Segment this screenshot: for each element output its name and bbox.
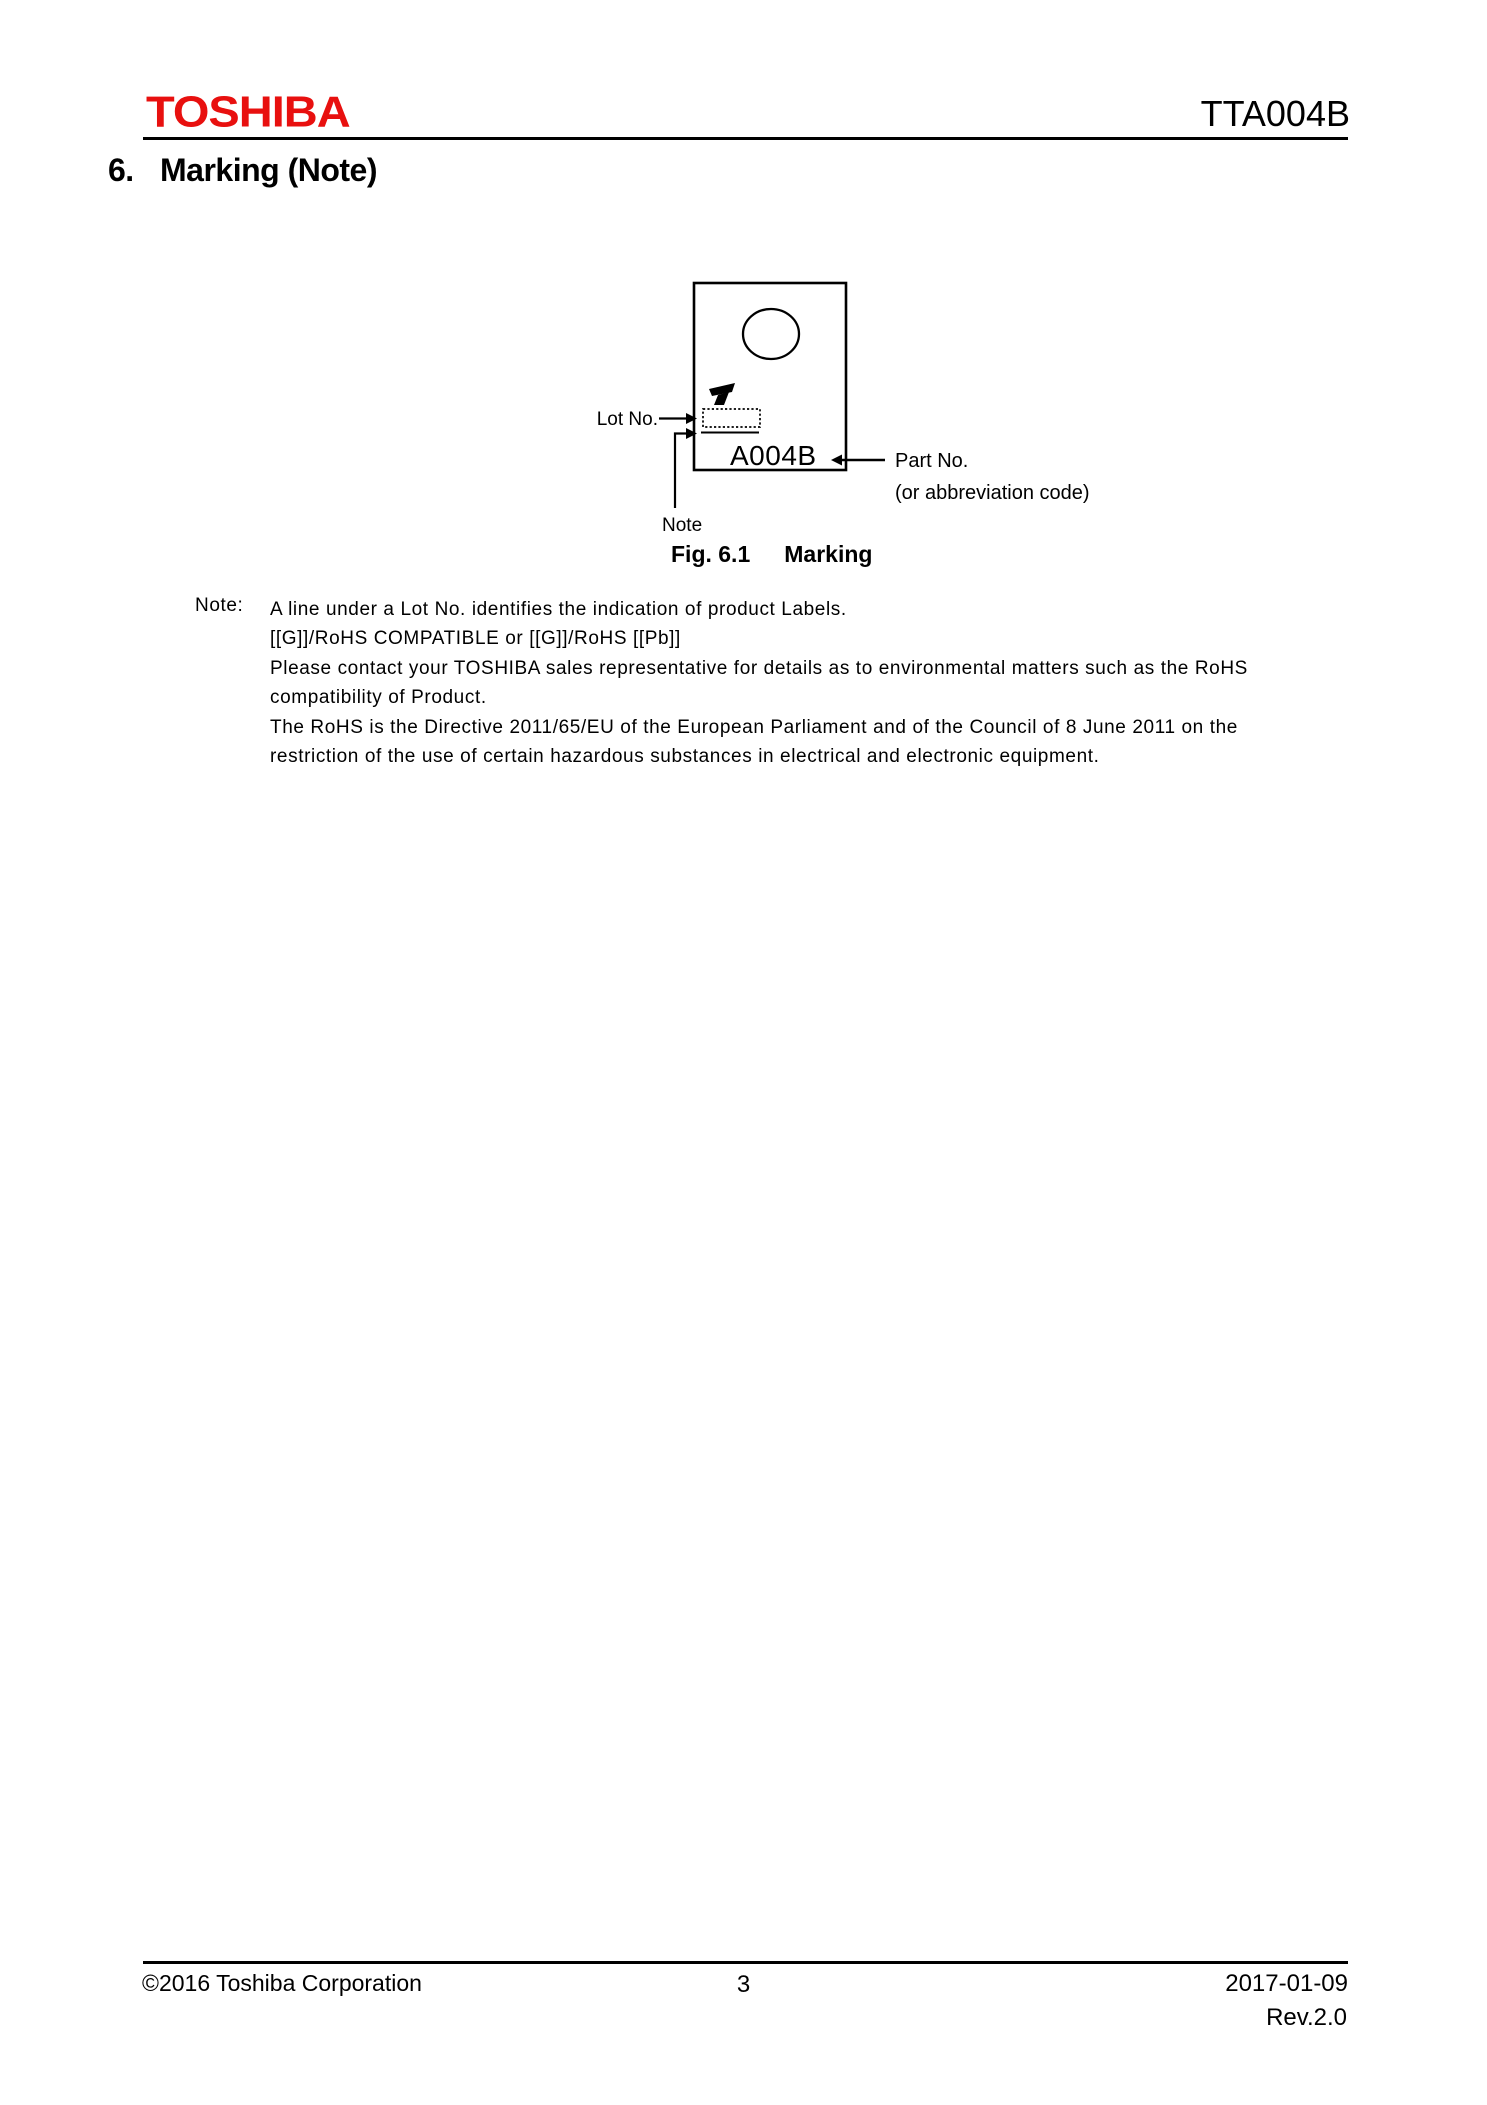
copyright-text: ©2016 Toshiba Corporation: [142, 1970, 422, 1996]
lot-no-box: [703, 409, 760, 427]
page-number: 3: [736, 1971, 751, 1998]
toshiba-logo: TOSHIBA: [146, 86, 350, 136]
note-line: Please contact your TOSHIBA sales representative for details as to environmental matters such as the RoHS: [270, 657, 1248, 679]
section-number: 6.: [108, 152, 134, 188]
note-line: A line under a Lot No. identifies the indication of product Labels.: [270, 599, 847, 620]
part-no-label: Part No.: [895, 450, 969, 472]
mounting-hole: [743, 309, 799, 359]
note-line: The RoHS is the Directive 2011/65/EU of the European Parliament and of the Council of 8 June 2011 on the: [270, 716, 1238, 738]
product-code: TTA004B: [1200, 93, 1350, 134]
lot-no-label: Lot No.: [596, 409, 658, 430]
figure-caption: [671, 541, 872, 568]
note-line: restriction of the use of certain hazardous substances in electrical and electronic equipment.: [270, 746, 1100, 768]
figure-caption-number: Fig. 6.1: [671, 541, 751, 567]
part-no-arrow: [831, 455, 885, 466]
part-no-sublabel: (or abbreviation code): [895, 482, 1090, 504]
note-text: [270, 595, 1400, 771]
note-label: Note:: [195, 595, 244, 616]
marking-figure: [540, 275, 1140, 585]
section-title: Marking (Note): [160, 152, 377, 188]
package-marking-text: A004B: [730, 440, 817, 471]
note-pointer-label: Note: [662, 515, 703, 536]
note-line: compatibility of Product.: [270, 687, 487, 709]
note-line: [[G]]/RoHS COMPATIBLE or [[G]]/RoHS [[Pb]]: [270, 628, 681, 650]
figure-caption-title: Marking: [784, 541, 873, 567]
header-rule: [143, 137, 1348, 140]
revision-number: Rev.2.0: [1266, 2004, 1347, 2031]
footer-rule: [143, 1961, 1348, 1964]
toshiba-t-mark-icon: [709, 383, 735, 405]
lot-no-arrow: [659, 413, 697, 424]
revision-date: 2017-01-09: [1225, 1970, 1348, 1997]
